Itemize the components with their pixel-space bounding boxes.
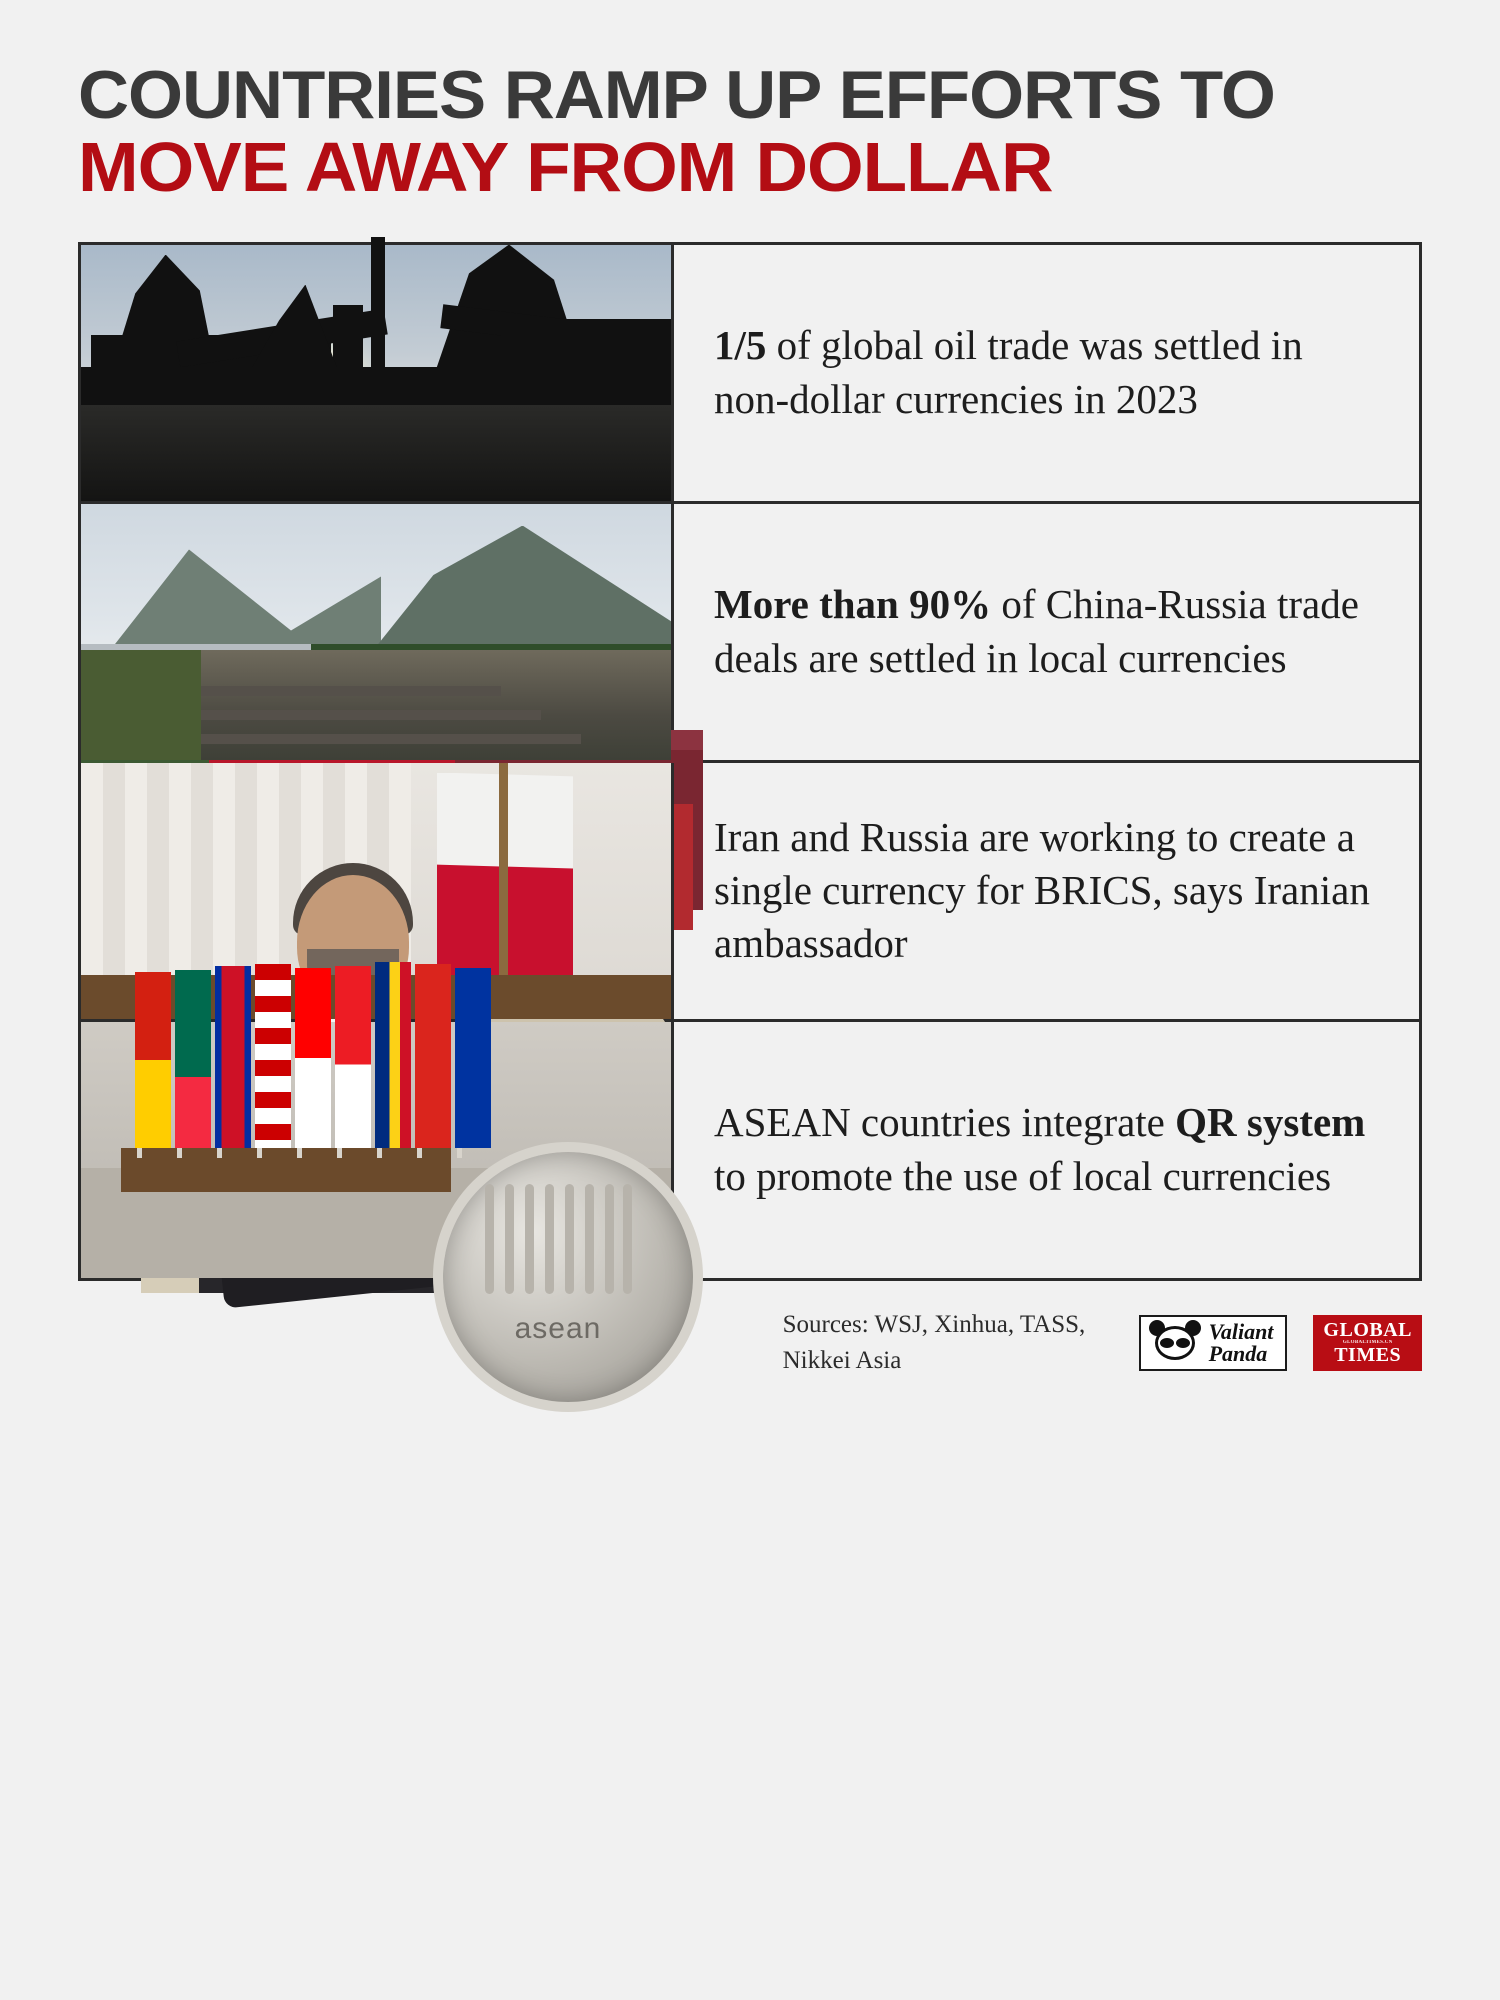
valiant-panda-word-2: Panda bbox=[1208, 1340, 1268, 1366]
panda-icon bbox=[1149, 1320, 1201, 1366]
fact-text-cell bbox=[674, 504, 1419, 760]
fact-text-cell bbox=[674, 245, 1419, 501]
fact-text-cell bbox=[674, 1022, 1419, 1278]
fact-body-part-1: ASEAN countries integrate bbox=[714, 1099, 1176, 1146]
global-times-word-1: GLOBAL bbox=[1323, 1318, 1412, 1341]
fact-text-cell bbox=[674, 763, 1419, 1019]
fact-body-part-2: to promote the use of local currencies bbox=[714, 1152, 1332, 1199]
global-times-word-2: TIMES bbox=[1334, 1344, 1402, 1367]
page-title bbox=[78, 0, 1422, 204]
oil-pumpjacks-photo bbox=[81, 245, 674, 501]
fact-body: of China-Russia trade deals are settled in local currencies bbox=[714, 581, 1359, 681]
asean-flags-logo-photo bbox=[81, 1022, 674, 1345]
asean-rice-stalks-icon bbox=[485, 1184, 631, 1294]
fact-body: Iran and Russia are working to create a single currency for BRICS, says Iranian ambassador bbox=[714, 813, 1370, 967]
headline-line-1: COUNTRIES RAMP UP EFFORTS TO bbox=[78, 57, 1275, 133]
table-row bbox=[81, 504, 1419, 763]
sources-text: Sources: WSJ, Xinhua, TASS, Nikkei Asia bbox=[782, 1310, 1086, 1374]
table-row bbox=[81, 245, 1419, 504]
fact-highlight: More than 90% bbox=[714, 581, 992, 628]
fact-highlight: 1/5 bbox=[714, 322, 767, 369]
headline-line-2: MOVE AWAY FROM DOLLAR bbox=[78, 127, 1053, 206]
global-times-logo bbox=[1313, 1315, 1422, 1371]
china-europe-freight-train-photo bbox=[81, 504, 674, 760]
global-times-url: GLOBALTIMES.CN bbox=[1342, 1340, 1393, 1346]
asean-logo-text: asean bbox=[514, 1311, 602, 1345]
valiant-panda-logo bbox=[1139, 1315, 1288, 1371]
valiant-panda-word-1: Valiant bbox=[1208, 1318, 1274, 1344]
footer bbox=[78, 1307, 1422, 1380]
fact-body: of global oil trade was settled in non-dollar currencies in 2023 bbox=[714, 322, 1303, 422]
fact-highlight: QR system bbox=[1175, 1099, 1366, 1146]
